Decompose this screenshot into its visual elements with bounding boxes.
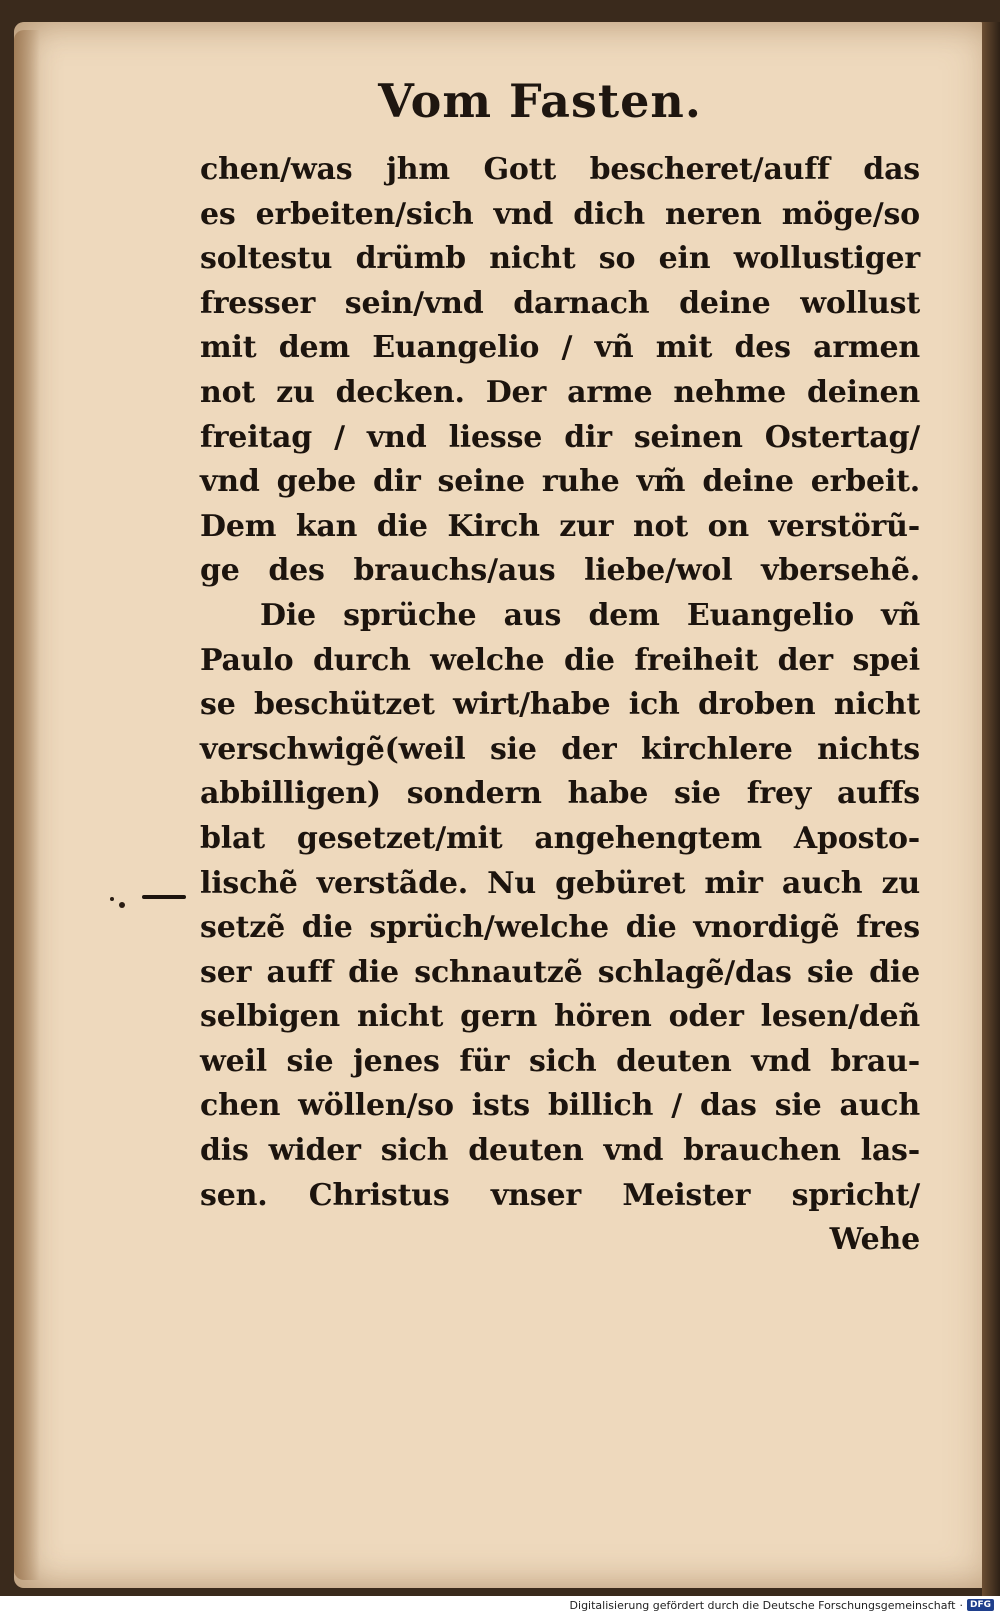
text-line: freitag / vnd liesse dir seinen Ostertag/ [200, 419, 920, 455]
text-line: verschwigẽ(weil sie der kirchlere nichts [200, 731, 920, 767]
text-line: fresser sein/vnd darnach deine wollust [200, 285, 920, 321]
text-line: soltestu drümb nicht so ein wollustiger [200, 241, 920, 277]
text-line: vnd gebe dir seine ruhe vm̃ deine erbeit. [200, 464, 920, 500]
text-line: ser auff die schnautzẽ schlagẽ/das sie die [200, 954, 920, 990]
text-line: chen/was jhm Gott bescheret/auff das [200, 152, 920, 187]
page-edge [982, 22, 1000, 1596]
text-block [200, 148, 920, 1263]
margin-pen-mark [108, 885, 188, 915]
text-line: Dem kan die Kirch zur not on verstörũ- [200, 508, 920, 544]
text-line: mit dem Euangelio / vñ mit des armen [200, 330, 920, 366]
dfg-logo: DFG [967, 1599, 994, 1611]
text-line: sen. Christus vnser Meister spricht/ [200, 1177, 920, 1213]
text-line: blat gesetzet/mit angehengtem Aposto- [200, 820, 920, 856]
text-line: se beschützet wirt/habe ich droben nicht [200, 687, 920, 723]
text-line: Die sprüche aus dem Euangelio vñ [260, 597, 920, 633]
text-line: dis wider sich deuten vnd brauchen las- [200, 1133, 920, 1169]
text-line: chen wöllen/so ists billich / das sie auch [200, 1088, 920, 1124]
text-line: abbilligen) sondern habe sie frey auffs [200, 776, 920, 812]
running-head: Vom Fasten. [378, 74, 702, 128]
digitization-credit [570, 1596, 994, 1614]
text-line: es erbeiten/sich vnd dich neren möge/so [200, 196, 920, 232]
text-line: selbigen nicht gern hören oder lesen/deñ [200, 999, 920, 1035]
text-line: lischẽ verstãde. Nu gebüret mir auch zu [200, 865, 920, 901]
text-line: Paulo durch welche die freiheit der spei [200, 642, 920, 678]
credit-separator: · [959, 1598, 963, 1612]
catchword: Wehe [829, 1222, 920, 1258]
text-line: ge des brauchs/aus liebe/wol vbersehẽ. [200, 553, 920, 589]
text-line: not zu decken. Der arme nehme deinen [200, 374, 920, 410]
page-gutter-shadow [14, 30, 40, 1580]
text-line: weil sie jenes für sich deuten vnd brau- [200, 1043, 920, 1079]
text-line: setzẽ die sprüch/welche die vnordigẽ fres [200, 910, 920, 946]
credit-text: Digitalisierung gefördert durch die Deutsche Forschungsgemeinschaft [569, 1598, 956, 1612]
